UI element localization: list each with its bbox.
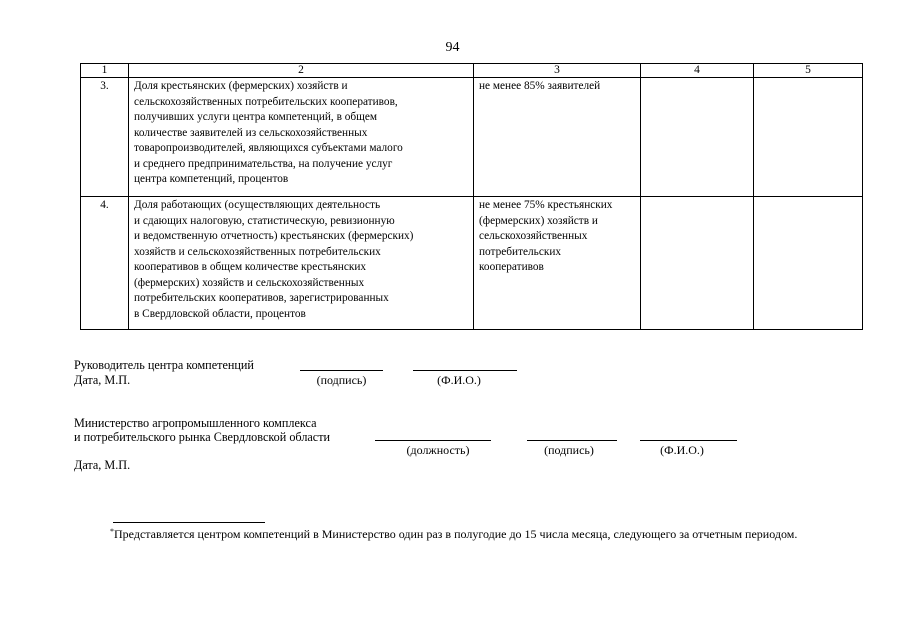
center-signature-line [300,370,383,371]
column-header: 2 [129,64,474,78]
column-header: 4 [641,64,754,78]
ministry-name-line [640,440,737,441]
ministry-title-line1: Министерство агропромышленного комплекса [74,416,317,430]
value-cell [641,197,754,330]
page-number: 94 [445,40,460,55]
footnote-separator [113,522,265,523]
table-row [81,78,863,197]
indicator-cell: Доля работающих (осуществляющих деятельность и сдающих налоговую, статистическую, ревизионную и ведомственную отчетность) крестьянских (фермерских) хозяйств и сельскохозяйственных потребительских кооперативов в общем количестве крестьянских (фермерских) хозяйств и сельскохозяйственных потребительских кооперативов, зарегистрированных в Свердловской области, процентов [129,197,474,330]
indicator-cell: Доля крестьянских (фермерских) хозяйств и сельскохозяйственных потребительских кооперативов, получивших услуги центра компетенций, в общем количестве заявителей из сельскохозяйственных товаропроизводителей, являющихся субъектами малого и среднего предпринимательства, на получение услуг центра компетенций, процентов [129,78,474,197]
ministry-position-caption: (должность) [406,443,470,457]
footnote-marker: * [110,527,114,536]
ministry-title-line2: и потребительского рынка Свердловской области [74,430,331,444]
value-cell [754,78,863,197]
column-header: 5 [754,64,863,78]
center-head-title: Руководитель центра компетенций [74,358,254,372]
target-cell: не менее 85% заявителей [474,78,641,197]
center-name-caption: (Ф.И.О.) [437,373,481,387]
row-number: 4. [81,197,129,330]
value-cell [641,78,754,197]
center-date-label: Дата, М.П. [74,373,131,387]
value-cell [754,197,863,330]
ministry-date-label: Дата, М.П. [74,458,131,472]
target-cell: не менее 75% крестьянских (фермерских) хозяйств и сельскохозяйственных потребительских кооперативов [474,197,641,330]
center-signature-caption: (подпись) [316,373,367,387]
indicators-table [80,63,863,330]
column-header: 3 [474,64,641,78]
footnote-text: Представляется центром компетенций в Министерство один раз в полугодие до 15 числа месяца, следующего за отчетным периодом. [114,527,798,541]
column-header: 1 [81,64,129,78]
ministry-position-line [375,440,491,441]
ministry-name-caption: (Ф.И.О.) [660,443,704,457]
ministry-signature-line [527,440,617,441]
footnote [110,527,797,542]
center-name-line [413,370,517,371]
ministry-signature-caption: (подпись) [544,443,594,457]
table-row [81,197,863,330]
table-header-row [81,64,863,78]
row-number: 3. [81,78,129,197]
